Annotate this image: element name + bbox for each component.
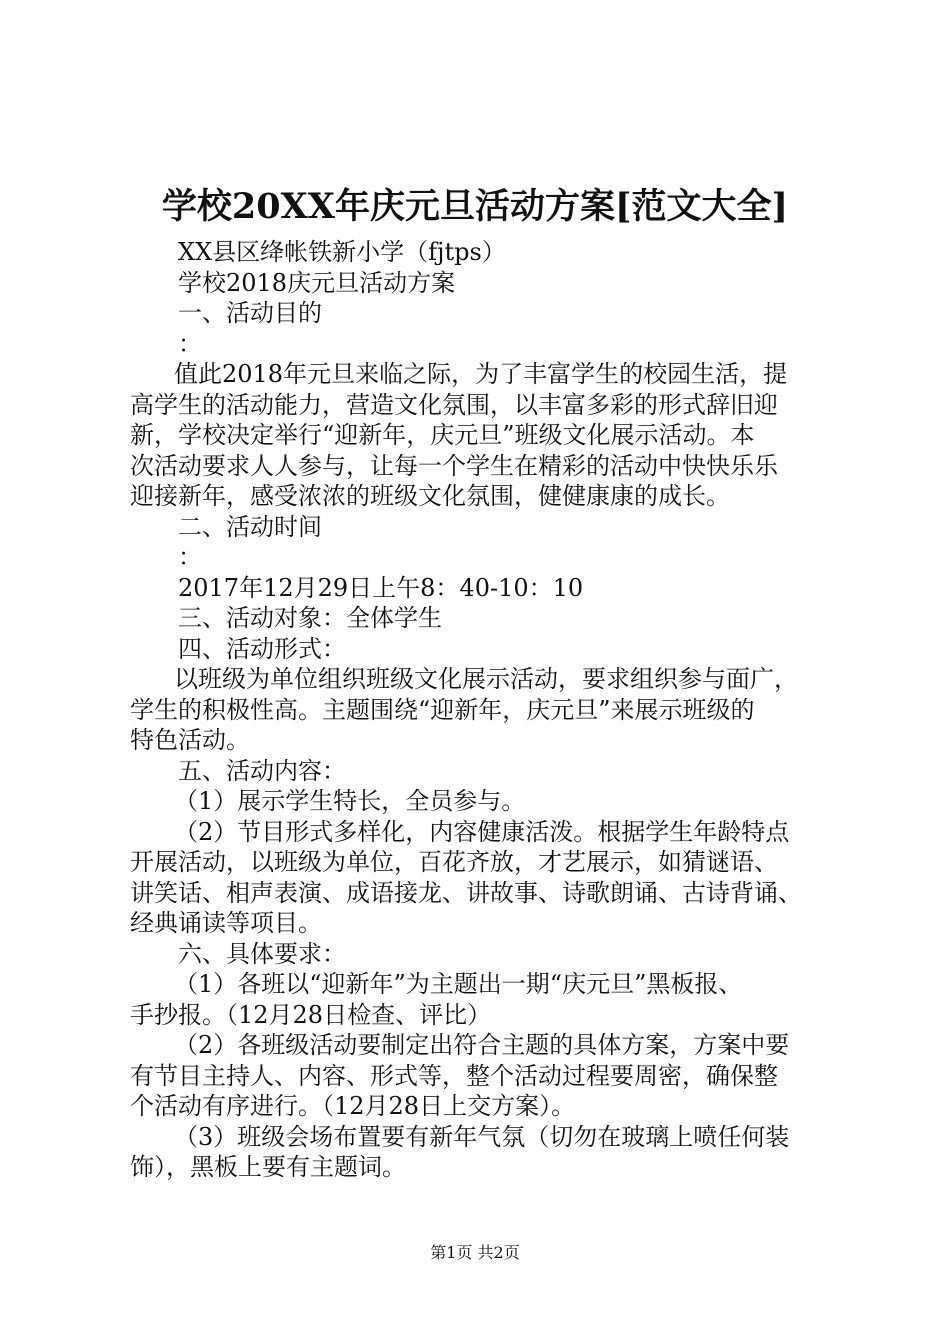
paragraph-line: 个活动有序进行。（12月28日上交方案）。 — [130, 1092, 576, 1120]
paragraph-line: 开展活动，以班级为单位，百花齐放，才艺展示，如猜谜语、 — [130, 848, 778, 876]
colon-line: ： — [178, 329, 202, 358]
paragraph-line: 迎接新年，感受浓浓的班级文化氛围，健健康康的成长。 — [130, 482, 730, 510]
list-item: （2）各班级活动要制定出符合主题的具体方案，方案中要 — [174, 1031, 790, 1059]
paragraph-line: 手抄报。（12月28日检查、评比） — [130, 1000, 492, 1029]
paragraph-line: 高学生的活动能力，营造文化氛围，以丰富多彩的形式辞旧迎 — [130, 390, 778, 419]
paragraph-line: 经典诵读等项目。 — [130, 909, 322, 937]
paragraph-line: 新，学校决定举行“迎新年，庆元旦”班级文化展示活动。本 — [130, 421, 755, 449]
paragraph-line: 饰），黑板上要有主题词。 — [130, 1153, 406, 1181]
paragraph-line: 值此2018年元旦来临之际，为了丰富学生的校园生活，提 — [174, 360, 788, 388]
section-heading-time: 二、活动时间 — [178, 512, 322, 541]
section-heading-requirements: 六、具体要求： — [178, 939, 346, 968]
paragraph-line: 次活动要求人人参与，让每一个学生在精彩的活动中快快乐乐 — [130, 451, 778, 480]
colon-line: ： — [178, 543, 202, 571]
paragraph-line: 讲笑话、相声表演、成语接龙、讲故事、诗歌朗诵、古诗背诵、 — [130, 878, 802, 907]
paragraph-line: 特色活动。 — [130, 726, 250, 754]
list-item: （1）展示学生特长，全员参与。 — [174, 787, 526, 815]
activity-time-line: 2017年12月29日上午8：40-10：10 — [178, 573, 584, 602]
school-name-line: XX县区绛帐铁新小学（fjtps） — [178, 238, 506, 266]
section-heading-target: 三、活动对象：全体学生 — [178, 604, 442, 632]
document-title: 学校20XX年庆元旦活动方案[范文大全] — [161, 186, 789, 227]
section-heading-purpose: 一、活动目的 — [178, 299, 322, 327]
paragraph-line: 学生的积极性高。主题围绕“迎新年，庆元旦”来展示班级的 — [130, 695, 755, 724]
document-body — [130, 237, 830, 1183]
list-item: （2）节目形式多样化，内容健康活泼。根据学生年龄特点 — [174, 817, 790, 846]
page-number: 第1页 共2页 — [430, 1243, 520, 1262]
list-item: （1）各班以“迎新年”为主题出一期“庆元旦”黑板报、 — [174, 970, 743, 998]
section-heading-form: 四、活动形式： — [178, 634, 346, 663]
plan-name-line: 学校2018庆元旦活动方案 — [178, 268, 456, 297]
list-item: （3）班级会场布置要有新年气氛（切勿在玻璃上喷任何装 — [174, 1122, 790, 1151]
section-heading-content: 五、活动内容： — [178, 756, 346, 785]
paragraph-line: 有节目主持人、内容、形式等，整个活动过程要周密，确保整 — [130, 1061, 778, 1090]
paragraph-line: 以班级为单位组织班级文化展示活动，要求组织参与面广， — [174, 665, 798, 693]
